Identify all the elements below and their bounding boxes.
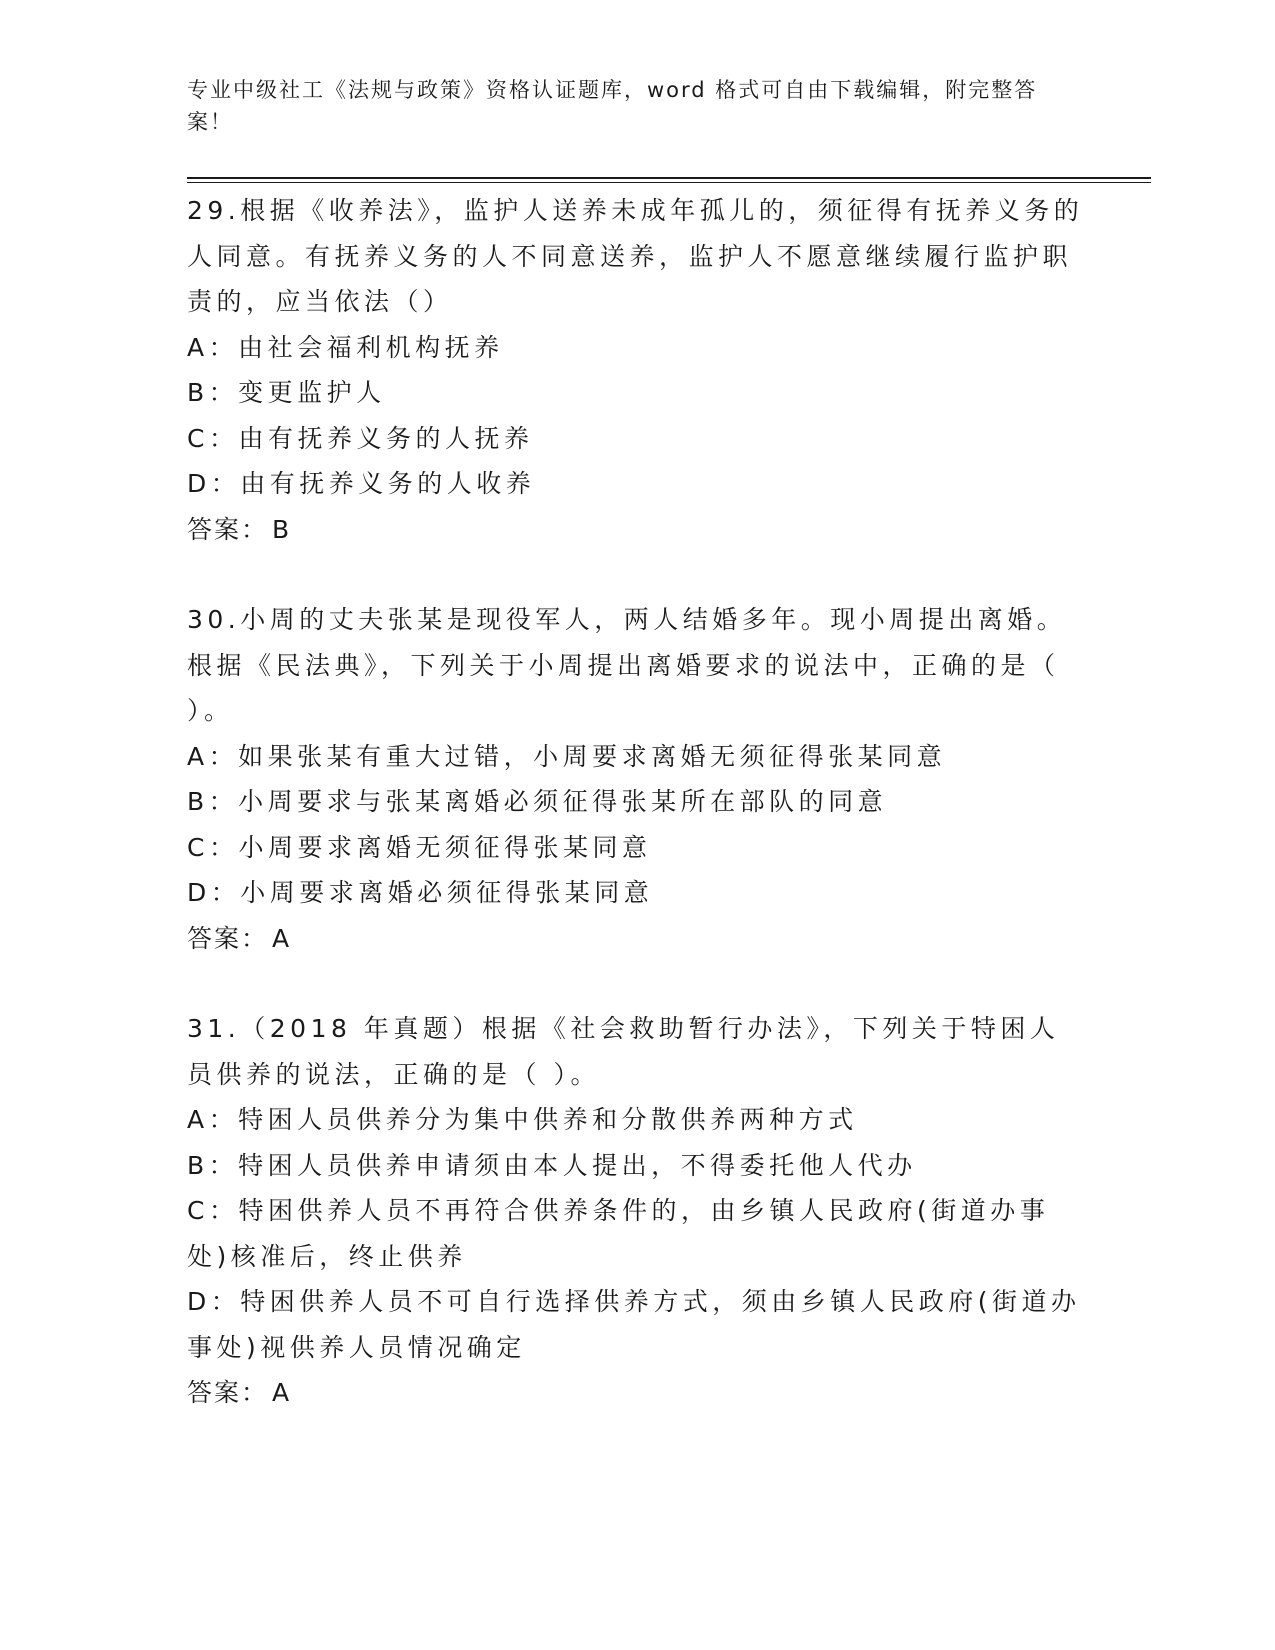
- document-header: 专业中级社工《法规与政策》资格认证题库，word 格式可自由下载编辑，附完整答案！: [187, 78, 1038, 134]
- option-a: A：特困人员供养分为集中供养和分散供养两种方式: [187, 1105, 858, 1134]
- question-31: [187, 1006, 1087, 1416]
- question-30: [187, 597, 1087, 961]
- option-c: C：由有抚养义务的人抚养: [187, 423, 534, 453]
- answer-value: A: [272, 923, 292, 953]
- question-29: [187, 188, 1087, 552]
- option-a: A：由社会福利机构抚养: [187, 332, 504, 362]
- answer: [187, 916, 1087, 962]
- question-stem: 31.（2018 年真题）根据《社会救助暂行办法》，下列关于特困人员供养的说法，正确的是（ ）。: [187, 1014, 1060, 1089]
- answer-value: A: [272, 1378, 292, 1407]
- header-divider-thick: [187, 177, 1151, 179]
- header-divider-thin: [187, 182, 1151, 183]
- question-stem: 30.小周的丈夫张某是现役军人，两人结婚多年。现小周提出离婚。根据《民法典》，下列关于小周提出离婚要求的说法中，正确的是（ ）。: [187, 605, 1067, 725]
- question-stem: 29.根据《收养法》，监护人送养未成年孤儿的，须征得有抚养义务的人同意。有抚养义务的人不同意送养，监护人不愿意继续履行监护职责的，应当依法（）: [187, 196, 1084, 316]
- option-c: C：小周要求离婚无须征得张某同意: [187, 832, 652, 862]
- option-d: D：小周要求离婚必须征得张某同意: [187, 878, 654, 907]
- option-a: A：如果张某有重大过错，小周要求离婚无须征得张某同意: [187, 741, 947, 771]
- answer-value: B: [272, 514, 292, 544]
- question-list: [187, 188, 1087, 1416]
- option-d: D：特困供养人员不可自行选择供养方式，须由乡镇人民政府(街道办事处)视供养人员情况确定: [187, 1287, 1081, 1362]
- answer-label: 答案：: [187, 923, 269, 953]
- answer-label: 答案：: [187, 514, 269, 544]
- answer: [187, 1370, 1087, 1416]
- answer-label: 答案：: [187, 1378, 269, 1407]
- option-b: B：小周要求与张某离婚必须征得张某所在部队的同意: [187, 787, 888, 816]
- option-b: B：变更监护人: [187, 378, 386, 407]
- option-c: C：特困供养人员不再符合供养条件的，由乡镇人民政府(街道办事处)核准后，终止供养: [187, 1196, 1050, 1271]
- option-d: D：由有抚养义务的人收养: [187, 469, 536, 498]
- answer: [187, 507, 1087, 553]
- option-b: B：特困人员供养申请须由本人提出，不得委托他人代办: [187, 1150, 917, 1180]
